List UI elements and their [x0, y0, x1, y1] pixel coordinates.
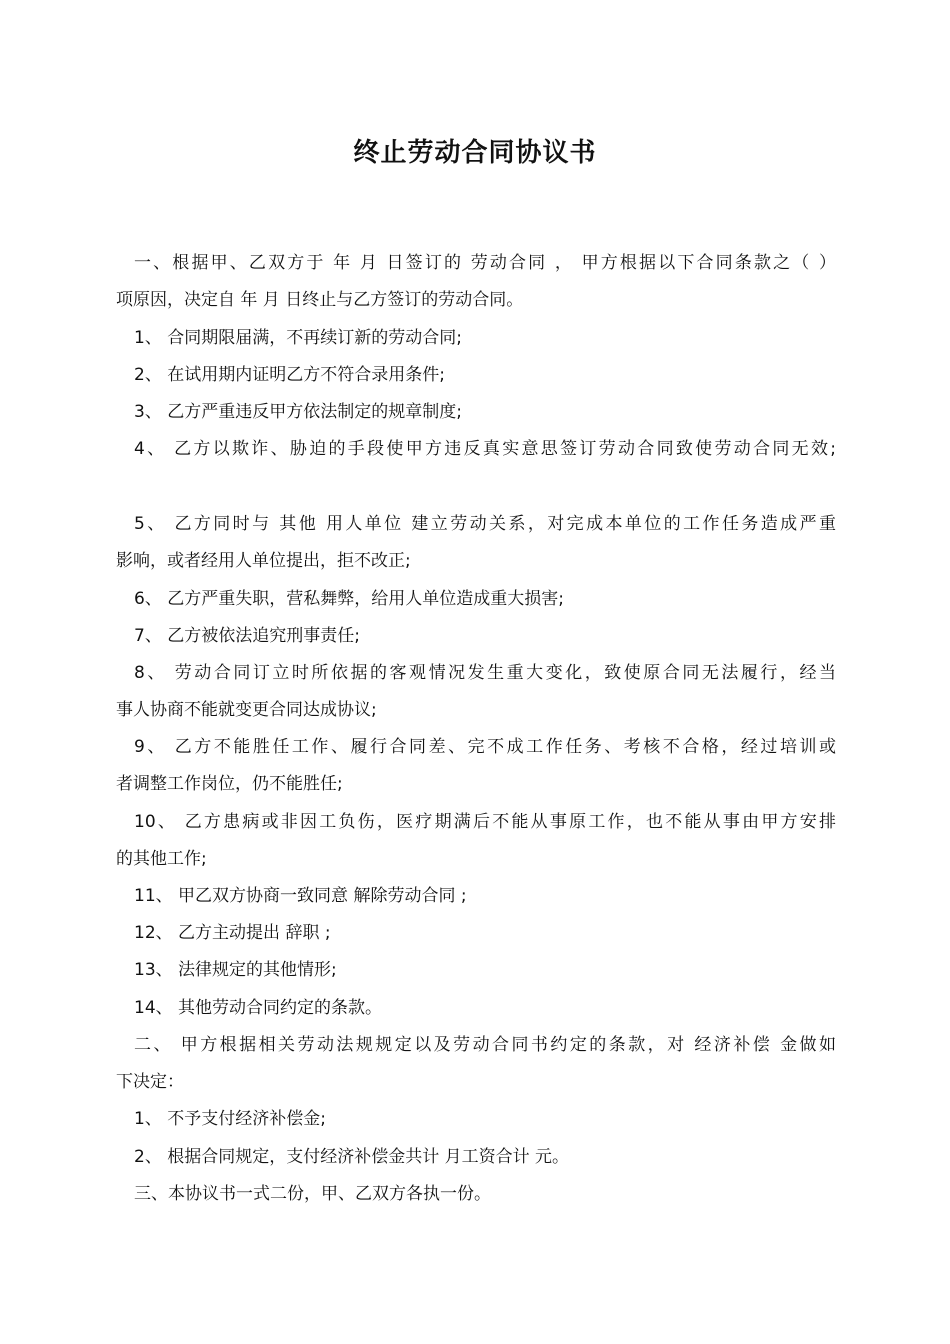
list-item: 5、 乙方同时与 其他 用人单位 建立劳动关系，对完成本单位的工作任务造成严重 [134, 514, 836, 534]
paragraph-line: 一、根据甲、乙双方于 年 月 日签订的 劳动合同 ， 甲方根据以下合同条款之（ ） [134, 253, 836, 273]
list-item: 4、 乙方以欺诈、胁迫的手段使甲方违反真实意思签订劳动合同致使劳动合同无效; [134, 439, 836, 459]
list-item-continuation: 者调整工作岗位，仍不能胜任; [116, 774, 343, 794]
list-item: 12、 乙方主动提出 辞职 ; [134, 923, 331, 943]
list-item: 1、 合同期限届满，不再续订新的劳动合同; [134, 328, 462, 348]
list-item: 3、 乙方严重违反甲方依法制定的规章制度; [134, 402, 462, 422]
list-item: 9、 乙方不能胜任工作、履行合同差、完不成工作任务、考核不合格，经过培训或 [134, 737, 836, 757]
list-item-continuation: 事人协商不能就变更合同达成协议; [116, 700, 377, 720]
list-item: 2、 在试用期内证明乙方不符合录用条件; [134, 365, 445, 385]
paragraph-line: 二、 甲方根据相关劳动法规规定以及劳动合同书约定的条款，对 经济补偿 金做如 [134, 1035, 836, 1055]
list-item-continuation: 影响，或者经用人单位提出，拒不改正; [116, 551, 411, 571]
paragraph-line: 三、本协议书一式二份，甲、乙双方各执一份。 [134, 1184, 491, 1204]
document-title: 终止劳动合同协议书 [353, 138, 597, 168]
list-item: 1、 不予支付经济补偿金; [134, 1109, 326, 1129]
list-item-continuation: 的其他工作; [116, 849, 207, 869]
paragraph-line: 下决定： [116, 1072, 184, 1092]
list-item: 11、 甲乙双方协商一致同意 解除劳动合同 ; [134, 886, 467, 906]
list-item: 6、 乙方严重失职，营私舞弊，给用人单位造成重大损害; [134, 589, 564, 609]
list-item: 7、 乙方被依法追究刑事责任; [134, 626, 360, 646]
list-item: 2、 根据合同规定，支付经济补偿金共计 月工资合计 元。 [134, 1147, 570, 1167]
list-item: 10、 乙方患病或非因工负伤，医疗期满后不能从事原工作，也不能从事由甲方安排 [134, 812, 836, 832]
list-item: 14、 其他劳动合同约定的条款。 [134, 998, 383, 1018]
paragraph-line: 项原因，决定自 年 月 日终止与乙方签订的劳动合同。 [116, 290, 524, 310]
list-item: 13、 法律规定的其他情形; [134, 960, 337, 980]
list-item: 8、 劳动合同订立时所依据的客观情况发生重大变化，致使原合同无法履行，经当 [134, 663, 836, 683]
